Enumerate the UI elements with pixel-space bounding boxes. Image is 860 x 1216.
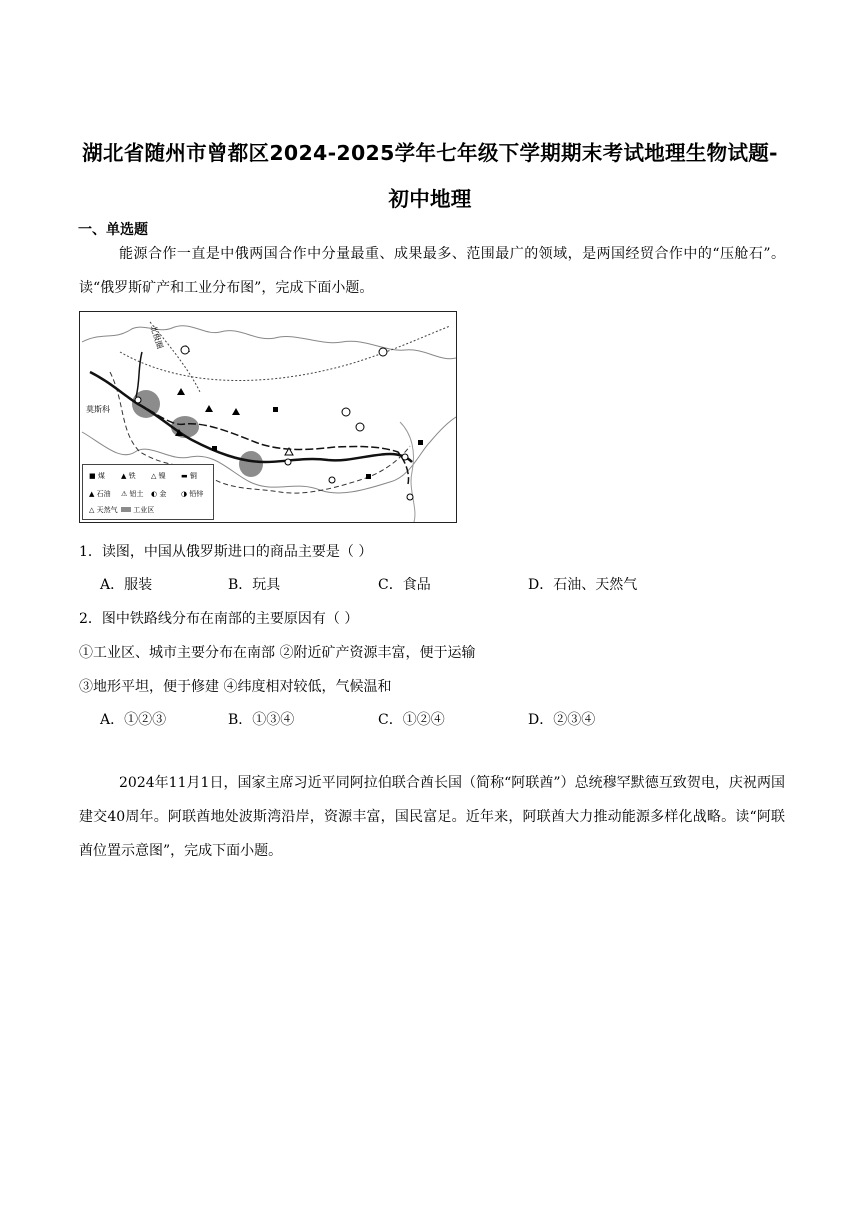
q2-statement-line-1: ①工业区、城市主要分布在南部 ②附近矿产资源丰富，便于运输 [79, 645, 476, 661]
question-1-stem: 1．读图，中国从俄罗斯进口的商品主要是（ ） [79, 544, 373, 560]
lead-zinc-marker [356, 423, 364, 431]
coal-marker [366, 474, 371, 479]
legend-gas: △ 天然气 [89, 506, 118, 514]
legend-nickel: △ 镍 [151, 472, 166, 480]
coal-marker [418, 440, 423, 445]
legend-coal: ■ 煤 [89, 472, 105, 480]
coal-marker [273, 407, 278, 412]
gold-marker [379, 348, 387, 356]
city-dot [329, 477, 335, 483]
q1-option-a[interactable]: A．服装 [100, 577, 153, 593]
oil-marker [232, 408, 240, 415]
oil-marker [205, 405, 213, 412]
northern-railway [136, 352, 142, 397]
coal-marker [212, 446, 217, 451]
city-dot [181, 346, 189, 354]
document-title-line2: 初中地理 [388, 187, 472, 211]
question-intro-1: 能源合作一直是中俄两国合作中分量最重、成果最多、范围最广的领域，是两国经贸合作中的“压舱石”。读“俄罗斯矿产和工业分布图”，完成下面小题。 [79, 246, 785, 296]
industrial-area-kuzbass [239, 451, 263, 477]
question-intro-2: 2024年11月1日，国家主席习近平同阿拉伯联合酋长国（简称“阿联酋”）总统穆罕默德互致贺电，庆祝两国建交40周年。阿联酋地处波斯湾沿岸，资源丰富，国民富足。近年来，阿联酋大力推动能源多样化战略。读“阿联酋位置示意图”，完成下面小题。 [79, 775, 785, 859]
city-dot [285, 459, 291, 465]
city-dot [407, 494, 413, 500]
legend-bauxite: ⚠ 铝土 [121, 490, 144, 498]
oil-marker [177, 388, 185, 395]
q2-statement-line-2: ③地形平坦，便于修建 ④纬度相对较低，气候温和 [79, 679, 392, 695]
q2-option-a[interactable]: A．①②③ [100, 712, 167, 728]
moscow-dot [135, 397, 141, 403]
moscow-label: 莫斯科 [86, 405, 110, 414]
northern-coastline [82, 326, 456, 359]
legend-iron: ▲ 铁 [121, 472, 136, 480]
q2-option-d[interactable]: D．②③④ [528, 712, 596, 728]
legend-gold: ◐ 金 [151, 490, 167, 498]
section-heading: 一、单选题 [78, 222, 148, 238]
legend-lead-zinc: ◑ 铅锌 [181, 490, 204, 498]
gold-marker [342, 408, 350, 416]
arctic-circle-line [120, 326, 450, 381]
question-2-stem: 2．图中铁路线分布在南部的主要原因有（ ） [79, 611, 359, 627]
map-legend [82, 464, 214, 520]
russia-mineral-industry-map [79, 311, 457, 523]
q1-option-b[interactable]: B．玩具 [228, 577, 281, 593]
q2-option-c[interactable]: C．①②④ [378, 712, 445, 728]
city-dot [402, 454, 408, 460]
legend-industrial: 工业区 [121, 505, 154, 515]
document-title-line1: 湖北省随州市曾都区2024-2025学年七年级下学期期末考试地理生物试题- [82, 141, 778, 165]
q2-option-b[interactable]: B．①③④ [228, 712, 295, 728]
arctic-circle-label: 北极圈 [148, 324, 165, 350]
legend-oil: ▲ 石油 [89, 490, 111, 498]
q1-option-d[interactable]: D．石油、天然气 [528, 577, 638, 593]
q1-option-c[interactable]: C．食品 [378, 577, 431, 593]
legend-copper: ▬ 铜 [181, 472, 197, 480]
